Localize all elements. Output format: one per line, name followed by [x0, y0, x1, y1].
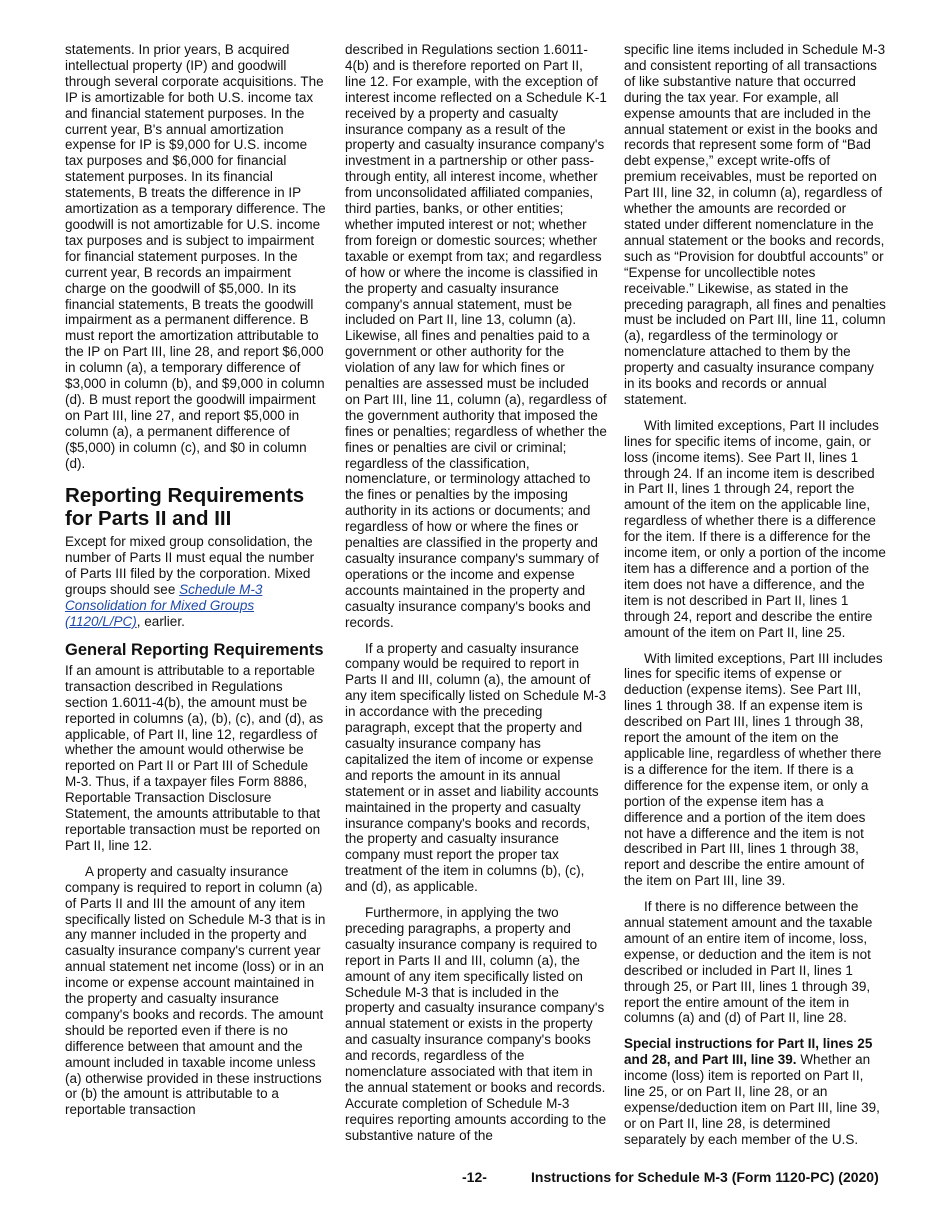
- paragraph-column-a-reporting: A property and casualty insurance company is required to report in column (a) of Parts II and III the amount of any item specifically listed on Schedule M-3 that is in any manner included in the property and casualty insurance company's current year annual statement net income (loss) or in an income or expense account maintained in the property and casualty insurance company's books and records. The amount should be reported even if there is no difference between that amount and the amount included in taxable income unless (a) otherwise provided in these instructions or (b) the amount is attributable to a reportable transaction: [65, 863, 326, 1118]
- mixed-groups-text-pre: Except for mixed group consolidation, the number of Parts II must equal the number of Parts III filed by the corporation. Mixed groups should see: [65, 534, 315, 598]
- paragraph-part-iii-expense-items: With limited exceptions, Part III includes lines for specific items of expense or deduction (expense items). See Part III, lines 1 through 38. If an expense item is described on Part III, lines 1 through 38, report the amount of the item on the applicable line, regardless of whether there is a difference for the item. If there is a difference for the expense item, or only a portion of the expense item has a difference and a portion of the item does not have a difference and the item is not described in Part III, lines 1 through 38, report and describe the entire amount of the item on Part III, line 39.: [624, 650, 883, 889]
- paragraph-part-ii-income-items: With limited exceptions, Part II includes lines for specific items of income, gain, or loss (income items). See Part II, lines 1 through 24. If an income item is described in Part II, lines 1 through 24, report the amount of the item on the applicable line, regardless of whether there is a difference for the item. If there is a difference for the income item, or only a portion of the income item has a difference and a portion of the item does not have a difference, and the item is not described in Part II, lines 1 through 24, report and describe the entire amount of the item on Part II, line 25.: [624, 417, 886, 640]
- mixed-groups-text-post: , earlier.: [136, 614, 185, 629]
- special-instructions-heading: Special instructions for Part II, lines 25 and 28, and Part III, line 39.: [624, 1036, 873, 1068]
- paragraph-no-difference: If there is no difference between the annual statement amount and the taxable amount of an entire item of income, loss, expense, or deduction and the item is not described or included in Part II, lines 1 through 25, or Part III, lines 1 through 39, report the entire amount of the item in columns (a) and (d) of Part II, line 28.: [624, 899, 873, 1026]
- paragraph-bad-debt-expense: specific line items included in Schedule M-3 and consistent reporting of all transactions of like substantive nature that occurred during the tax year. For example, all expense amounts that are included in the annual statement or exist in the books and records that represent some form of “Bad debt expense,” except write-offs of premium receivables, must be reported on Part III, line 32, in column (a), regardless of whether the amounts are recorded or stated under different nomenclature in the annual statement or the books and records, such as “Provision for doubtful accounts” or “Expense for uncollectible notes receivable.” Likewise, as stated in the preceding paragraph, all fines and penalties must be included on Part III, line 11, column (a), regardless of the terminology or nomenclature attached to them by the property and casualty insurance company in its books and records or annual statement.: [624, 42, 886, 407]
- paragraph-nomenclature: Furthermore, in applying the two preceding paragraphs, a property and casualty insurance company is required to report in Parts II and III, column (a), the amount of any item specifically listed on Schedule M-3 that is included in the property and casualty insurance company's annual statement or exists in the property and casualty insurance company's books and records, regardless of the nomenclature associated with that item in the annual statement or books and records. Accurate completion of Schedule M-3 requires reporting amounts according to the substantive nature of the: [345, 905, 607, 1143]
- column-3: [624, 42, 886, 1158]
- paragraph-capitalized-items: If a property and casualty insurance company would be required to report in Parts II and III, column (a), the amount of any item specifically listed on Schedule M-3 in accordance with the preceding paragraph, except that the property and casualty insurance company has capitalized the item of income or expense and reports the amount in its annual statement or in asset and liability accounts maintained in the property and casualty insurance company's books and records, the property and casualty insurance company must report the proper tax treatment of the item in columns (b), (c), and (d), as applicable.: [345, 640, 607, 895]
- paragraph-interest-income-fines: described in Regulations section 1.6011-4(b) and is therefore reported on Part II, line 12. For example, with the exception of interest income reflected on a Schedule K-1 received by a property and casualty insurance company as a result of the property and casualty insurance company's investment in a partnership or other pass-through entity, all interest income, whether from unconsolidated affiliated companies, third parties, banks, or other entities; whether imputed interest or not; whether from foreign or domestic sources; whether taxable or exempt from tax; and regardless of how or where the income is classified in the property and casualty insurance company's annual statement, must be included on Part II, line 13, column (a). Likewise, all fines and penalties paid to a government or other authority for the violation of any law for which fines or penalties are assessed must be included on Part III, line 11, column (a), regardless of the government authority that imposed the fines or penalties; regardless of whether the fines or penalties are civil or criminal; regardless of the classification, nomenclature, or terminology attached to the fines or penalties by the imposing authority in its actions or documents; and regardless of how or where the fines or penalties are classified in the property and casualty insurance company's summary of operations or the income and expense accounts maintained in the property and casualty insurance company's books and records.: [345, 42, 607, 630]
- special-instructions-text: Whether an income (loss) item is reported on Part II, line 25, or on Part II, line 28, or an expense/deduction item on Part III, line 39, or on Part II, line 28, is determined separately by each member of the U.S.: [624, 1052, 880, 1147]
- heading-reporting-requirements: Reporting Requirements for Parts II and III: [65, 484, 305, 531]
- column-2: [345, 42, 607, 1154]
- column-1: [65, 42, 327, 1128]
- heading-general-reporting-requirements: General Reporting Requirements: [65, 640, 324, 659]
- paragraph-ip-goodwill-example: statements. In prior years, B acquired intellectual property (IP) and goodwill through several corporate acquisitions. The IP is amortizable for both U.S. income tax and financial statement purposes. In the current year, B's annual amortization expense for IP is $9,000 for U.S. income tax purposes and $6,000 for financial statement purposes. In its financial statements, B treats the difference in IP amortization as a temporary difference. The goodwill is not amortizable for U.S. income tax purposes and is subject to impairment for financial statement purposes. In the current year, B records an impairment charge on the goodwill of $5,000. In its financial statements, B treats the goodwill impairment as a permanent difference. B must report the amortization attributable to the IP on Part III, line 28, and report $6,000 in column (a), a temporary difference of $3,000 in column (b), and $9,000 in column (d). B must report the goodwill impairment on Part III, line 27, and report $5,000 in column (a), a permanent difference of ($5,000) in column (c), and $0 in column (d).: [65, 42, 326, 471]
- paragraph-special-instructions: [624, 1036, 886, 1147]
- footer-document-title: Instructions for Schedule M-3 (Form 1120-PC) (2020): [531, 1169, 879, 1185]
- link-schedule-m3-consolidation[interactable]: Schedule M-3 Consolidation for Mixed Groups (1120/L/PC): [65, 582, 263, 629]
- page-number: -12-: [462, 1169, 487, 1185]
- paragraph-mixed-groups: [65, 534, 327, 629]
- paragraph-reportable-transaction: If an amount is attributable to a reportable transaction described in Regulations section 1.6011-4(b), the amount must be reported in columns (a), (b), (c), and (d), as applicable, of Part II, line 12, regardless of whether the amount would otherwise be reported on Part II or Part III of Schedule M-3. Thus, if a taxpayer files Form 8886, Reportable Transaction Disclosure Statement, the amounts attributable to that reportable transaction must be reported on Part II, line 12.: [65, 662, 324, 853]
